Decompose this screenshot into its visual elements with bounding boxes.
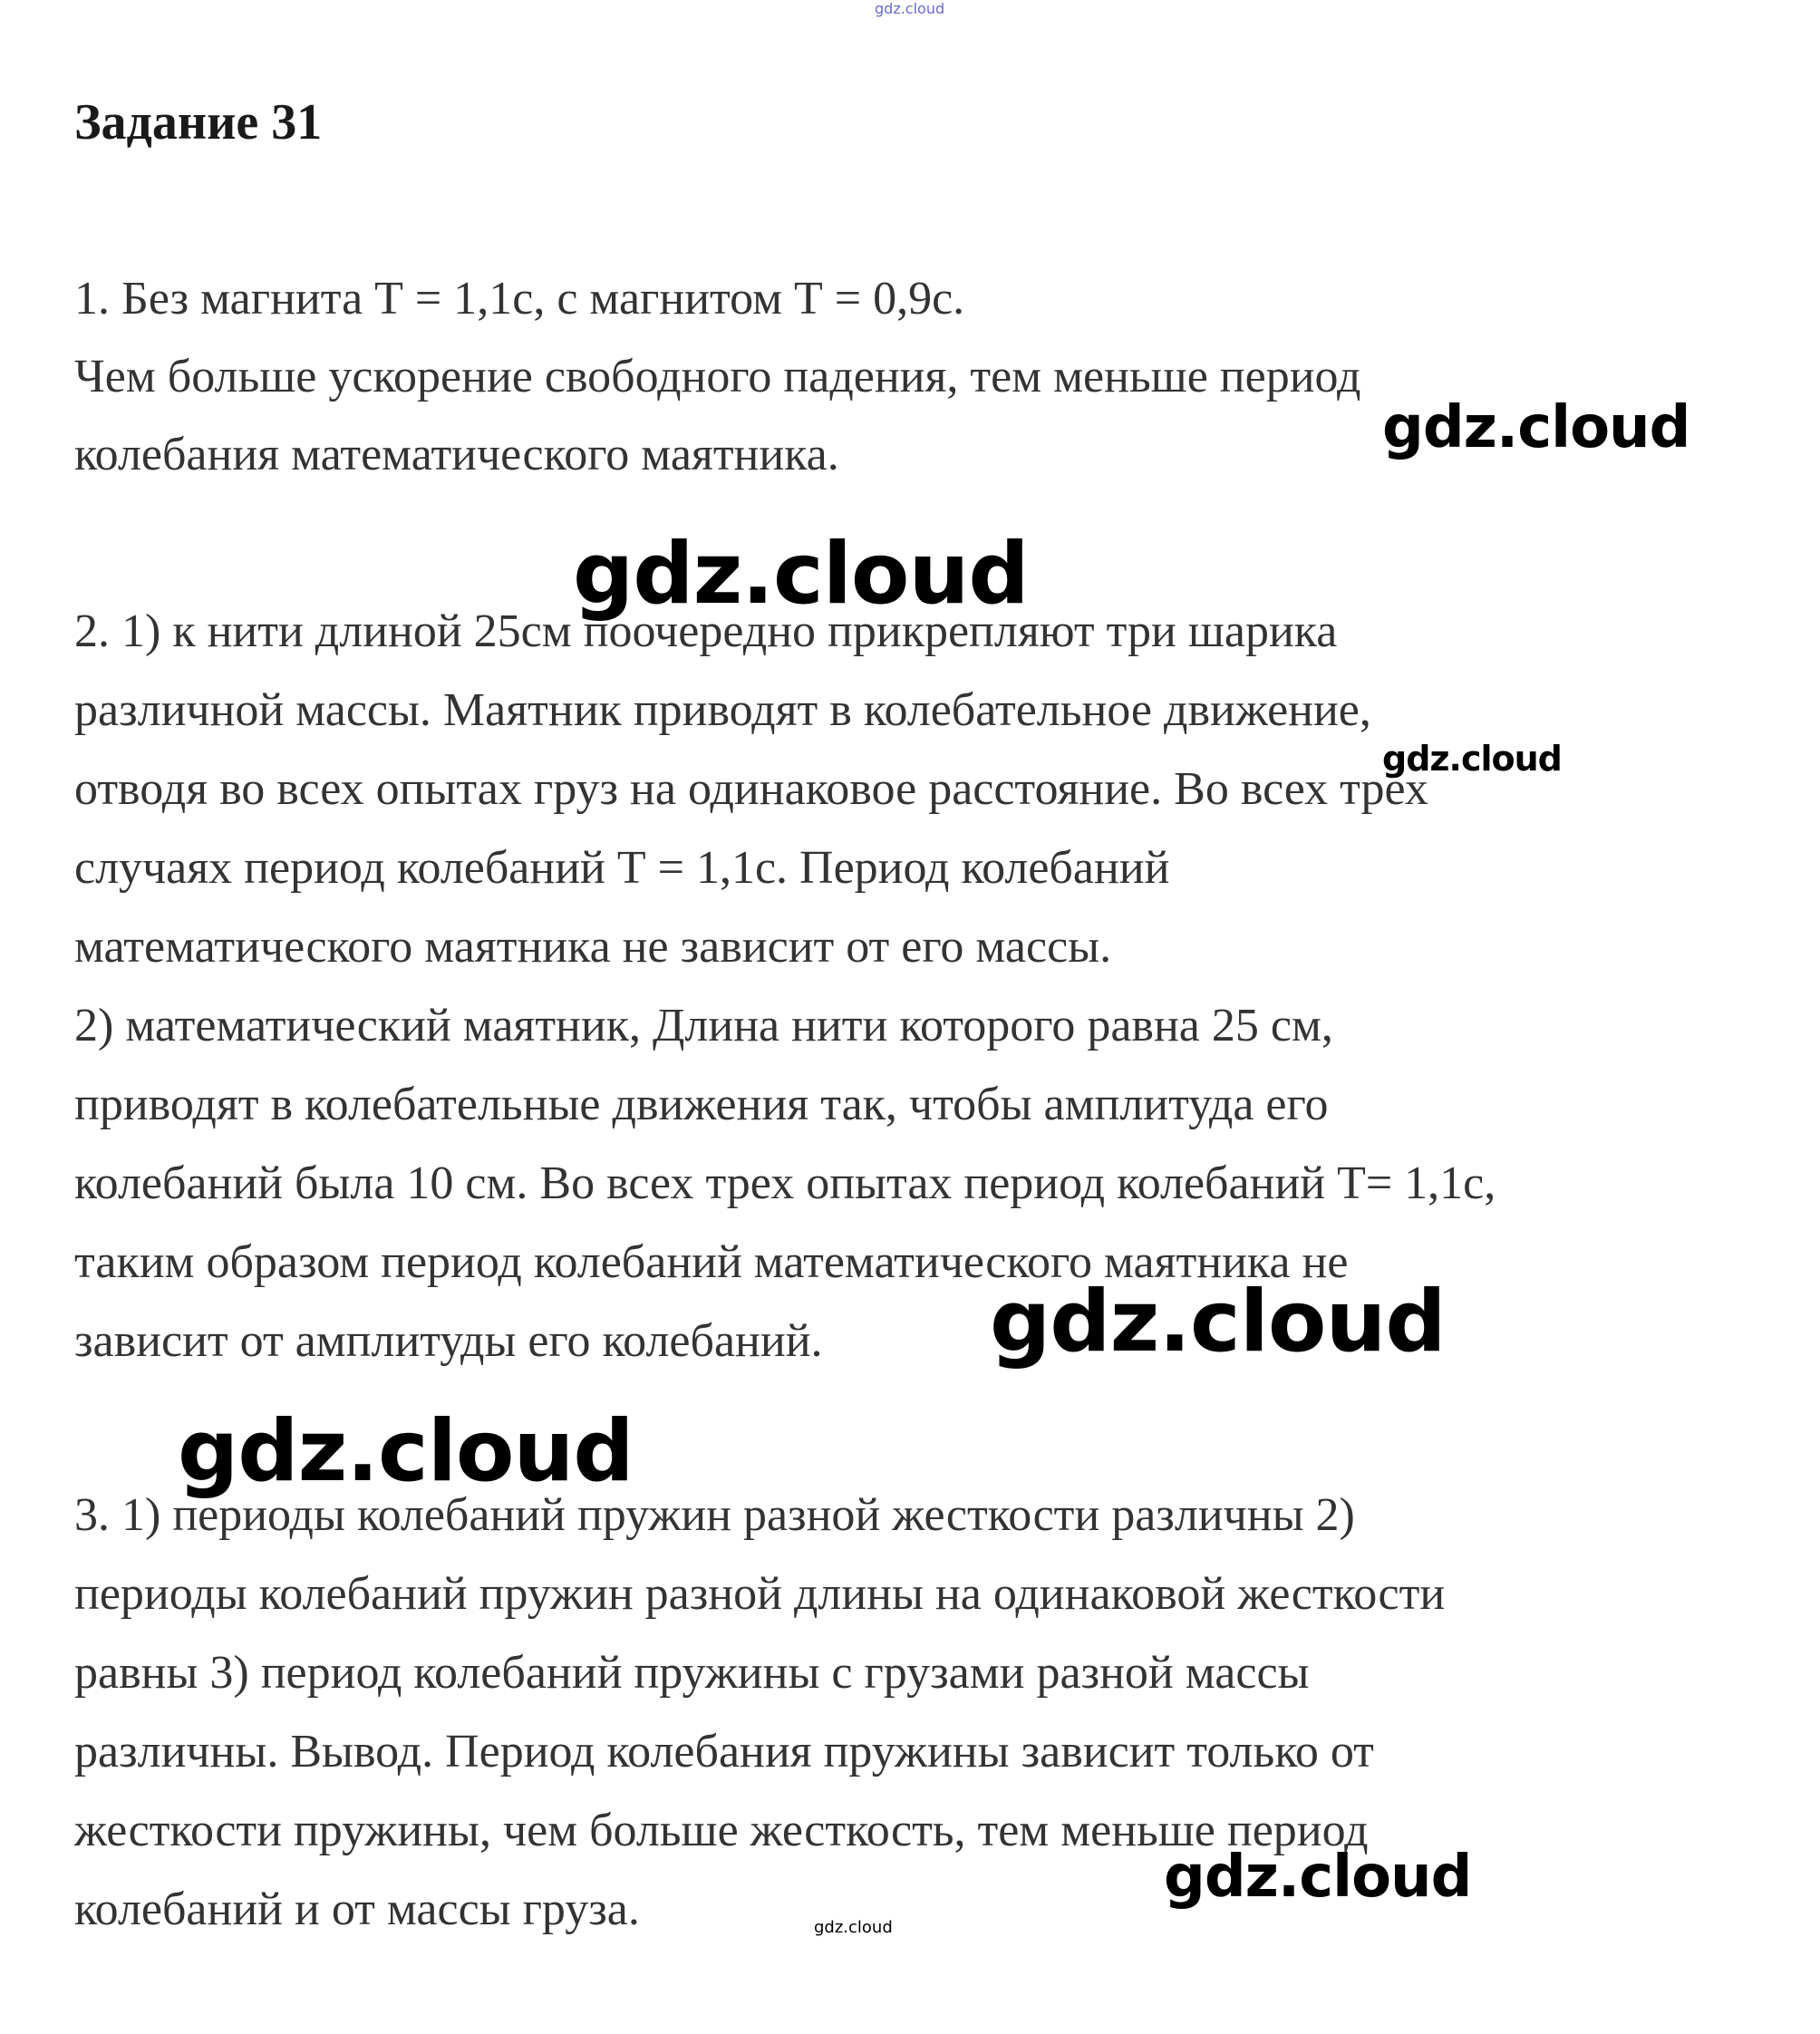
text-line: равны 3) период колебаний пружины с грузами разной массы — [74, 1647, 1310, 1699]
watermark: gdz.cloud — [573, 525, 1029, 624]
text-line: таким образом период колебаний математического маятника не — [74, 1236, 1349, 1288]
watermark: gdz.cloud — [1164, 1844, 1472, 1911]
text-line: 2. 1) к нити длиной 25см поочередно прикрепляют три шарика — [74, 605, 1338, 657]
text-line: колебаний была 10 см. Во всех трех опытах период колебаний Т= 1,1с, — [74, 1157, 1496, 1209]
text-line: 3. 1) периоды колебаний пружин разной жесткости различны 2) — [74, 1489, 1355, 1541]
watermark: gdz.cloud — [1382, 739, 1562, 779]
watermark: gdz.cloud — [178, 1402, 634, 1501]
text-line: 2) математический маятник, Длина нити которого равна 25 см, — [74, 1000, 1333, 1051]
watermark: gdz.cloud — [1382, 394, 1690, 461]
page-title: Задание 31 — [74, 94, 323, 150]
watermark-bottom: gdz.cloud — [814, 1918, 893, 1937]
text-line: отводя во всех опытах груз на одинаковое расстояние. Во всех трех — [74, 763, 1428, 815]
text-line: различны. Вывод. Период колебания пружины зависит только от — [74, 1726, 1374, 1777]
text-line: приводят в колебательные движения так, чтобы амплитуда его — [74, 1079, 1329, 1130]
watermark: gdz.cloud — [990, 1273, 1446, 1371]
text-line: математического маятника не зависит от его массы. — [74, 921, 1112, 973]
text-line: периоды колебаний пружин разной длины на одинаковой жесткости — [74, 1568, 1446, 1620]
text-line: жесткости пружины, чем больше жесткость, тем меньше период — [74, 1805, 1369, 1856]
text-line: колебаний и от массы груза. — [74, 1884, 640, 1935]
text-line: зависит от амплитуды его колебаний. — [74, 1315, 823, 1367]
text-line: случаях период колебаний Т = 1,1с. Период колебаний — [74, 842, 1170, 894]
text-line: колебания математического маятника. — [74, 429, 839, 480]
text-line: Чем больше ускорение свободного падения, тем меньше период — [74, 351, 1361, 402]
text-line: 1. Без магнита Т = 1,1с, с магнитом Т = 0,9с. — [74, 273, 965, 324]
text-line: различной массы. Маятник приводят в колебательное движение, — [74, 684, 1371, 736]
watermark-top: gdz.cloud — [875, 0, 945, 17]
